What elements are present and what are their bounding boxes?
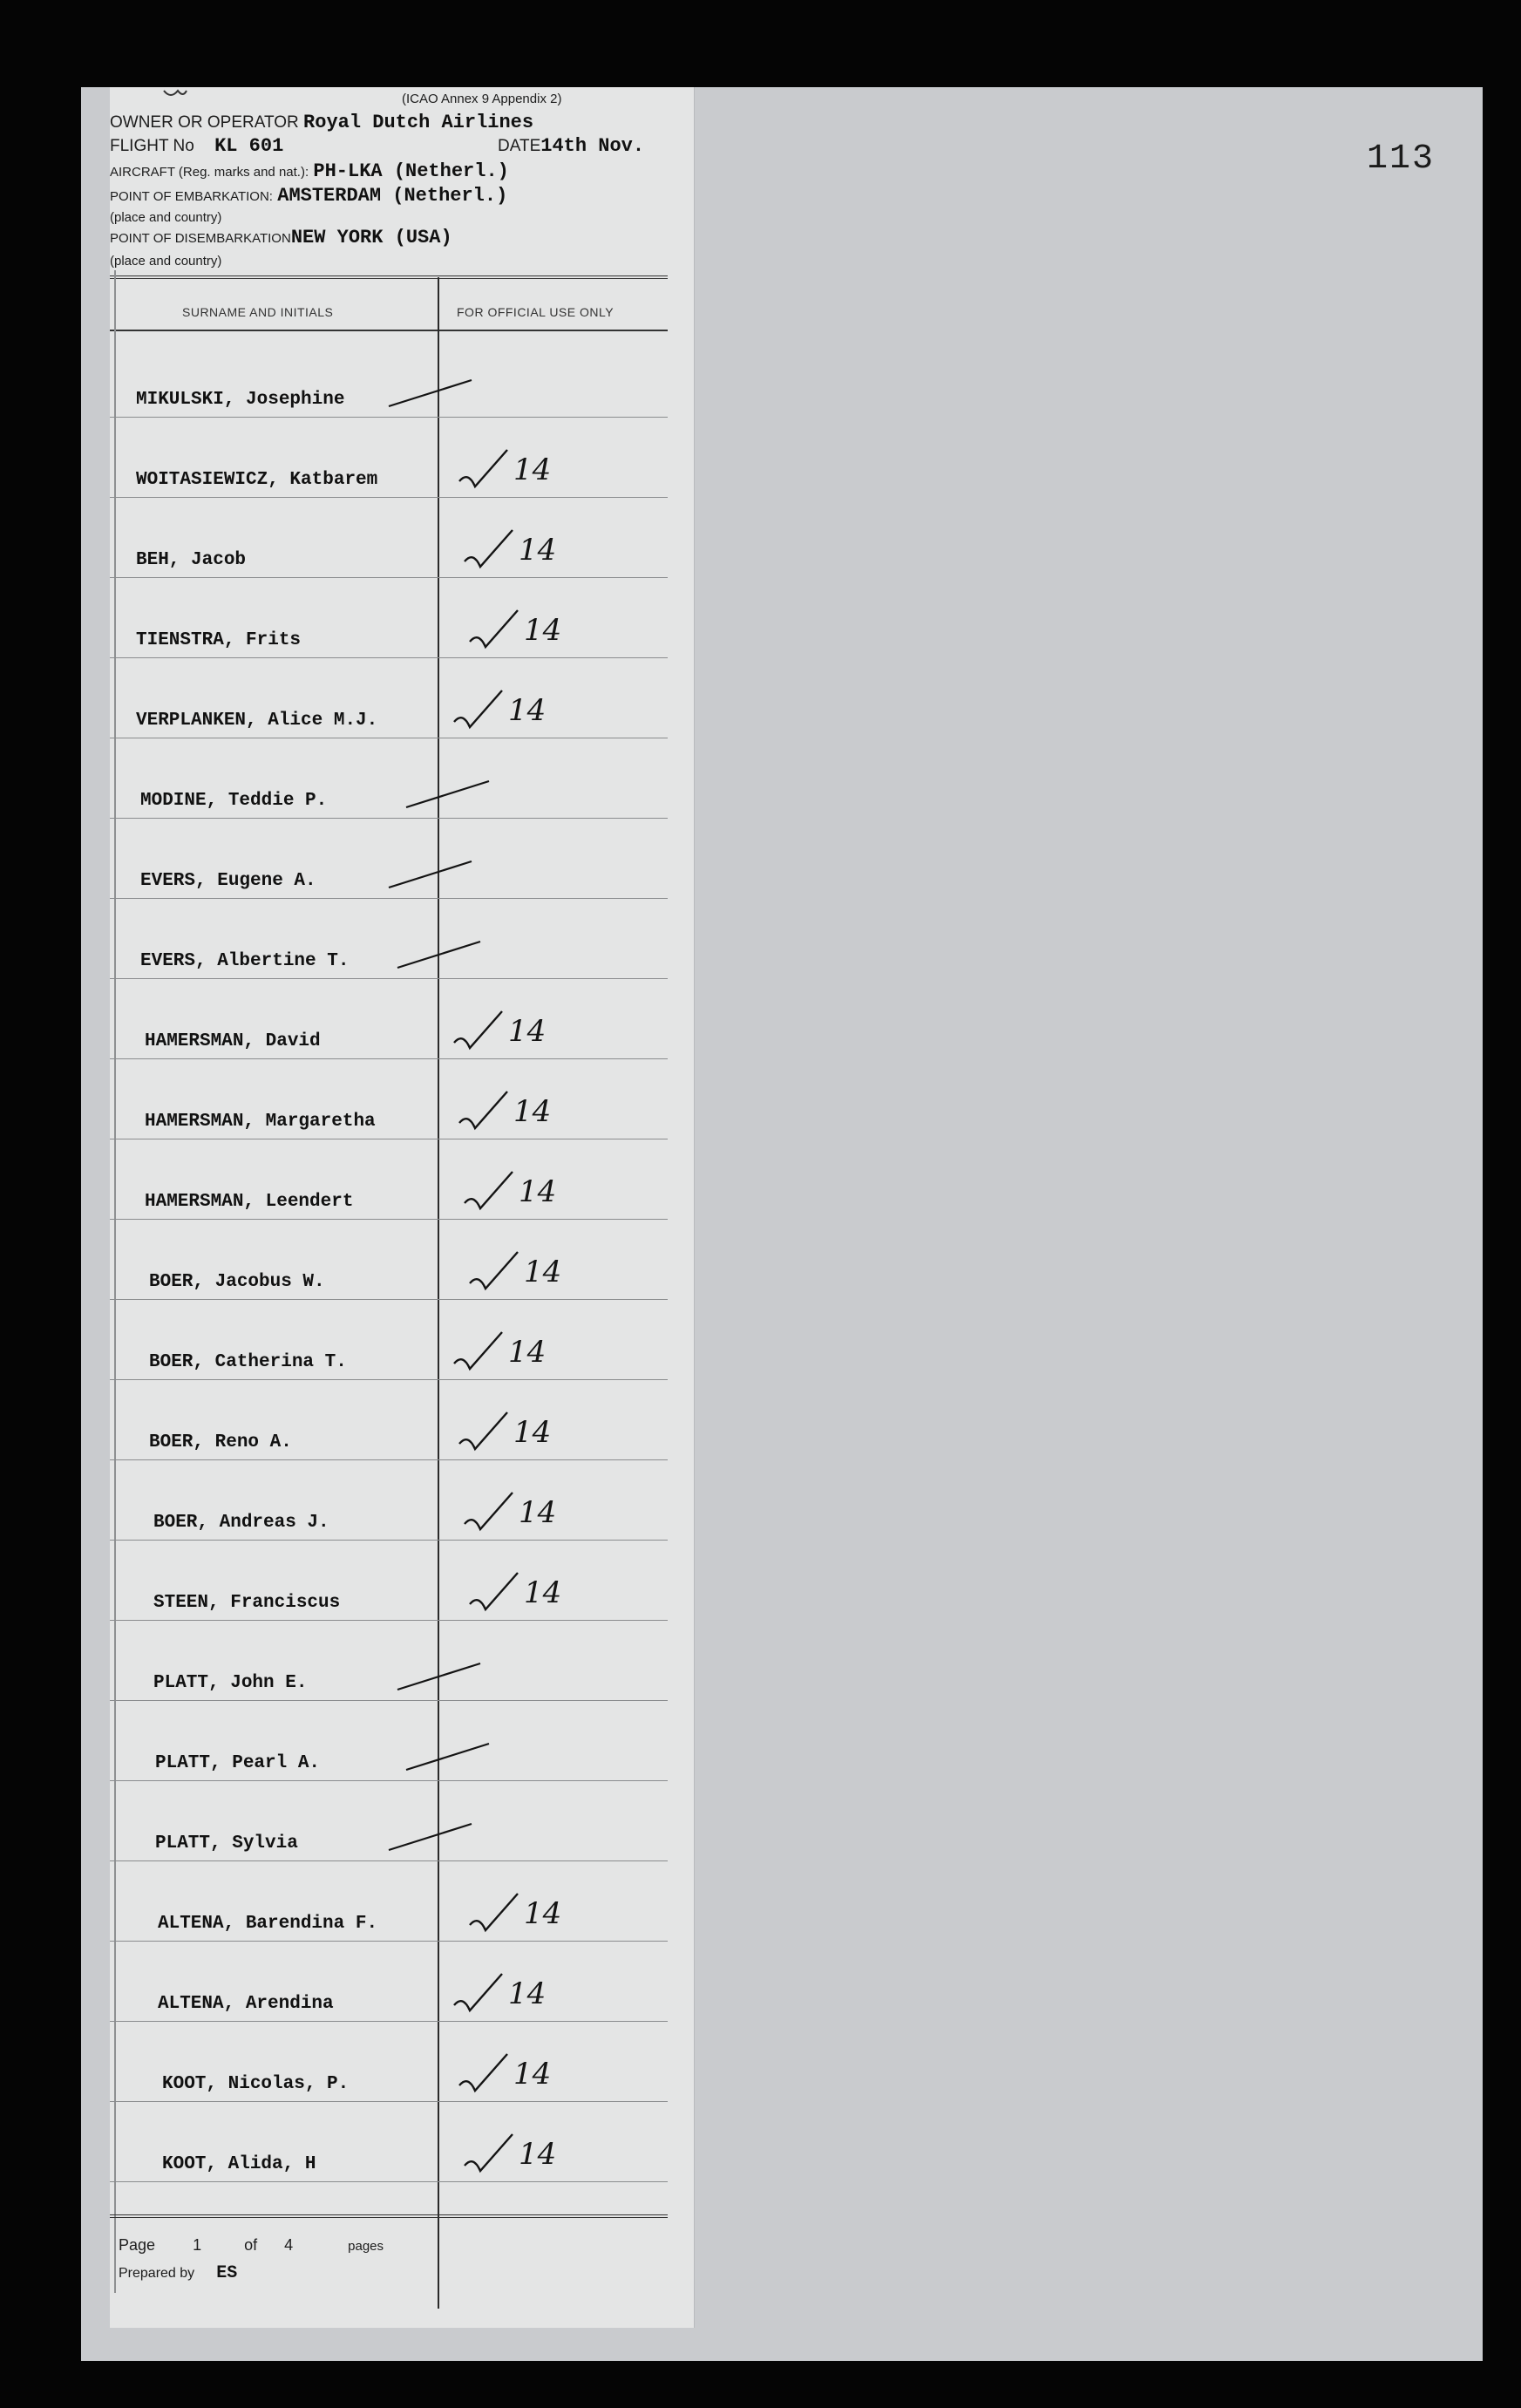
flight-value: KL 601 [214, 135, 284, 157]
surname-column-header: SURNAME AND INITIALS [182, 305, 334, 319]
passenger-name: STEEN, Franciscus [153, 1593, 341, 1613]
handwritten-annotation-text: 14 [508, 1014, 547, 1049]
page-label: Page [119, 2236, 156, 2254]
table-row [110, 579, 668, 658]
table-row [110, 659, 668, 738]
official-use-column-header: FOR OFFICIAL USE ONLY [457, 305, 615, 319]
embarkation-note: (place and country) [110, 210, 222, 225]
flight-label: FLIGHT No [110, 137, 194, 155]
page-number: 113 [1367, 139, 1436, 179]
page-total: 4 [284, 2236, 294, 2254]
form-reference: (ICAO Annex 9 Appendix 2) [402, 92, 562, 106]
passenger-name: KOOT, Alida, H [162, 2154, 316, 2174]
date-value: 14th Nov. [540, 135, 645, 157]
passenger-name: BEH, Jacob [136, 550, 247, 570]
column-header-divider [110, 330, 668, 331]
handwritten-annotation-text: 14 [524, 1255, 562, 1289]
table-row [110, 820, 668, 899]
passenger-name: TIENSTRA, Frits [136, 630, 302, 650]
date-label: DATE [498, 137, 541, 155]
prepared-by-line [119, 2263, 237, 2283]
disembarkation-line [110, 227, 452, 248]
aircraft-line [110, 160, 509, 182]
passenger-name: PLATT, Pearl A. [155, 1753, 321, 1773]
handwritten-annotation-text: 14 [524, 613, 562, 648]
handwritten-annotation-text: 14 [508, 1335, 547, 1370]
date-line [498, 135, 644, 157]
handwritten-annotation-text: 14 [524, 1575, 562, 1610]
handwritten-annotation-text: 14 [524, 1896, 562, 1931]
passenger-name: ALTENA, Arendina [158, 1994, 334, 2014]
passenger-name: BOER, Jacobus W. [149, 1272, 325, 1292]
passenger-name: BOER, Reno A. [149, 1432, 292, 1452]
table-row [110, 1221, 668, 1300]
embarkation-line [110, 185, 507, 207]
embarkation-value: AMSTERDAM (Netherl.) [277, 185, 508, 207]
passenger-name: PLATT, John E. [153, 1673, 308, 1693]
passenger-name: EVERS, Eugene A. [140, 871, 316, 891]
handwritten-annotation-text: 14 [513, 1094, 552, 1129]
handwritten-annotation-text: 14 [513, 2057, 552, 2092]
table-row [110, 2023, 668, 2102]
table-row [110, 1862, 668, 1942]
table-row [110, 1782, 668, 1861]
passenger-name: HAMERSMAN, Leendert [145, 1192, 354, 1212]
header-divider [110, 275, 668, 279]
of-label: of [244, 2236, 258, 2254]
table-row [110, 1140, 668, 1220]
table-row [110, 1702, 668, 1781]
handwritten-annotation-text: 14 [519, 2137, 557, 2172]
handwritten-annotation-text: 14 [519, 1495, 557, 1530]
document-page [81, 87, 1483, 2361]
table-row [110, 1942, 668, 2022]
table-row [110, 1541, 668, 1621]
table-row [110, 499, 668, 578]
handwritten-annotation-text: 14 [513, 452, 552, 487]
table-row [110, 1622, 668, 1701]
aircraft-value: PH-LKA (Netherl.) [313, 160, 509, 182]
passenger-name: MIKULSKI, Josephine [136, 390, 345, 410]
table-row [110, 338, 668, 418]
passenger-name: HAMERSMAN, Margaretha [145, 1112, 376, 1132]
page-count-line [119, 2236, 384, 2255]
disembarkation-note: (place and country) [110, 254, 222, 269]
table-row [110, 1461, 668, 1541]
table-row [110, 1301, 668, 1380]
table-row [110, 980, 668, 1059]
footer-divider [110, 2214, 668, 2218]
owner-label: OWNER OR OPERATOR [110, 113, 299, 132]
table-row [110, 1060, 668, 1139]
passenger-name: EVERS, Albertine T. [140, 951, 350, 971]
flight-line [110, 135, 283, 157]
table-row [110, 900, 668, 979]
passenger-name: MODINE, Teddie P. [140, 791, 328, 811]
passenger-name: HAMERSMAN, David [145, 1031, 321, 1051]
pages-label: pages [348, 2239, 384, 2254]
passenger-name: BOER, Andreas J. [153, 1513, 329, 1533]
owner-value: Royal Dutch Airlines [303, 112, 534, 133]
passenger-name: PLATT, Sylvia [155, 1833, 298, 1854]
stamp-mark-icon [162, 87, 188, 99]
prepared-by-label: Prepared by [119, 2266, 195, 2281]
owner-line [110, 112, 533, 133]
page-current: 1 [193, 2236, 202, 2254]
aircraft-label: AIRCRAFT (Reg. marks and nat.): [110, 165, 309, 180]
handwritten-annotation-text: 14 [519, 533, 557, 568]
prepared-by-value: ES [216, 2263, 238, 2283]
table-row [110, 418, 668, 498]
table-row [110, 739, 668, 819]
passenger-manifest-form [110, 87, 695, 2328]
disembarkation-value: NEW YORK (USA) [290, 227, 452, 248]
table-row [110, 2103, 668, 2182]
disembarkation-label: POINT OF DISEMBARKATION [110, 231, 291, 246]
passenger-name: ALTENA, Barendina F. [158, 1914, 378, 1934]
handwritten-annotation-text: 14 [508, 1976, 547, 2011]
passenger-name: KOOT, Nicolas, P. [162, 2074, 350, 2094]
passenger-name: VERPLANKEN, Alice M.J. [136, 711, 378, 731]
passenger-name: BOER, Catherina T. [149, 1352, 347, 1372]
handwritten-annotation-text: 14 [519, 1174, 557, 1209]
embarkation-label: POINT OF EMBARKATION: [110, 189, 273, 204]
handwritten-annotation-text: 14 [508, 693, 547, 728]
handwritten-annotation-text: 14 [513, 1415, 552, 1450]
table-row [110, 1381, 668, 1460]
passenger-name: WOITASIEWICZ, Katbarem [136, 470, 378, 490]
